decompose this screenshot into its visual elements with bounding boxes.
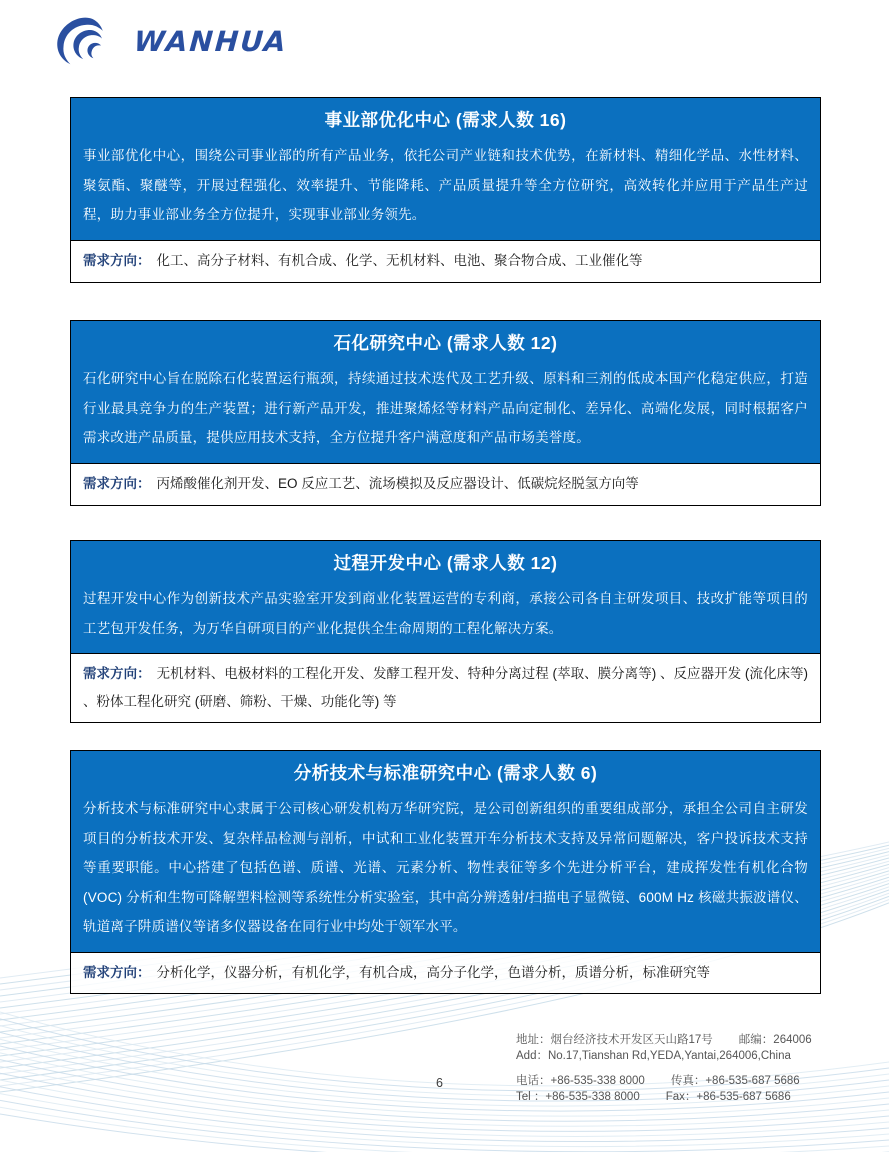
zip-value: 264006 <box>773 1034 812 1046</box>
demand-value: 分析化学，仪器分析，有机化学，有机合成，高分子化学，色谱分析，质谱分析，标准研究等 <box>156 964 710 980</box>
contact-block <box>516 1032 812 1114</box>
card-title: 分析技术与标准研究中心 (需求人数 6) <box>293 763 598 783</box>
fax-value-cn: +86-535-687 5686 <box>705 1075 800 1087</box>
demand-value: 无机材料、电极材料的工程化开发、发酵工程开发、特种分离过程 (萃取、膜分离等) 、反应器开发 (流化床等) 、粉体工程化研究 (研磨、筛粉、干燥、功能化等) 等 <box>83 666 809 709</box>
card-body: 过程开发中心作为创新技术产品实验室开发到商业化装置运营的专利商，承接公司各自主研发项目、技改扩能等项目的工艺包开发任务，为万华自研项目的产业化提供全生命周期的工程化解决方案。 <box>83 591 808 636</box>
card-blue-section <box>71 98 820 240</box>
tel-value-cn: +86-535-338 8000 <box>550 1075 645 1087</box>
card-demand-row <box>71 240 820 282</box>
page-number: 6 <box>436 1076 443 1090</box>
card-body: 分析技术与标准研究中心隶属于公司核心研发机构万华研究院，是公司创新组织的重要组成部分，承担全公司自主研发项目的分析技术开发、复杂样品检测与剖析，中试和工业化装置开车分析技术支持及异常问题解决，客户投诉技术支持等重要职能。中心搭建了包括色谱、质谱、光谱、元素分析、物性表征等多个先进分析平台，建成挥发性有机化合物 (VOC) 分析和生物可降解塑料检测等系统性分析实验室，其中高分辨透射/扫描电子显微镜、600M Hz 核磁共振波谱仪、轨道离子阱质谱仪等诸多仪器设备在同行业中均处于领军水平。 <box>83 801 808 934</box>
brand-wordmark: WANHUA <box>132 25 289 58</box>
card-demand-row <box>71 463 820 505</box>
tel-label-cn: 电话： <box>516 1075 551 1087</box>
tel-value-en: +86-535-338 8000 <box>545 1091 640 1103</box>
wanhua-logo <box>55 16 288 68</box>
card-title: 石化研究中心 (需求人数 12) <box>333 333 558 353</box>
card-blue-section <box>71 321 820 463</box>
phone-line-en <box>516 1089 812 1105</box>
address-line-en <box>516 1048 812 1064</box>
tel-label-en: Tel ： <box>516 1091 546 1103</box>
card-title: 事业部优化中心 (需求人数 16) <box>324 110 567 130</box>
demand-label: 需求方向： <box>83 252 151 268</box>
demand-value: 化工、高分子材料、有机合成、化学、无机材料、电池、聚合物合成、工业催化等 <box>156 252 643 268</box>
card-blue-section <box>71 541 820 653</box>
fax-label-en: Fax： <box>665 1091 697 1103</box>
fax-value-en: +86-535-687 5686 <box>696 1091 791 1103</box>
demand-value: 丙烯酸催化剂开发、EO 反应工艺、流场模拟及反应器设计、低碳烷烃脱氢方向等 <box>156 475 639 491</box>
card-demand-row <box>71 653 820 722</box>
address-line-cn <box>516 1032 812 1048</box>
phone-group <box>516 1073 812 1105</box>
address-group <box>516 1032 812 1064</box>
address-value-cn: 烟台经济技术开发区天山路17号 <box>550 1034 713 1046</box>
card-business-optimization-center <box>70 97 821 283</box>
card-demand-row <box>71 952 820 993</box>
address-value-en: No.17,Tianshan Rd,YEDA,Yantai,264006,China <box>547 1050 791 1062</box>
wanhua-swoosh-icon <box>55 16 125 68</box>
phone-line-cn <box>516 1073 812 1089</box>
card-analysis-standards-center <box>70 750 821 994</box>
card-body: 石化研究中心旨在脱除石化装置运行瓶颈，持续通过技术迭代及工艺升级、原料和三剂的低成本国产化稳定供应，打造行业最具竞争力的生产装置；进行新产品开发，推进聚烯烃等材料产品向定制化、差异化、高端化发展，同时根据客户需求改进产品质量，提供应用技术支持，全方位提升客户满意度和产品市场美誉度。 <box>83 371 808 445</box>
demand-label: 需求方向： <box>83 964 151 980</box>
card-process-development-center <box>70 540 821 723</box>
zip-label: 邮编： <box>738 1034 774 1046</box>
address-label-cn: 地址： <box>516 1034 551 1046</box>
fax-label-cn: 传真： <box>670 1075 706 1087</box>
demand-label: 需求方向： <box>83 666 151 681</box>
demand-label: 需求方向： <box>83 475 151 491</box>
address-label-en: Add： <box>516 1050 548 1062</box>
card-blue-section <box>71 751 820 952</box>
card-body: 事业部优化中心，围绕公司事业部的所有产品业务，依托公司产业链和技术优势，在新材料、精细化学品、水性材料、聚氨酯、聚醚等，开展过程强化、效率提升、节能降耗、产品质量提升等全方位研究，高效转化并应用于产品生产过程，助力事业部业务全方位提升，实现事业部业务领先。 <box>83 148 808 222</box>
card-petrochemical-research-center <box>70 320 821 506</box>
card-title: 过程开发中心 (需求人数 12) <box>333 553 558 573</box>
